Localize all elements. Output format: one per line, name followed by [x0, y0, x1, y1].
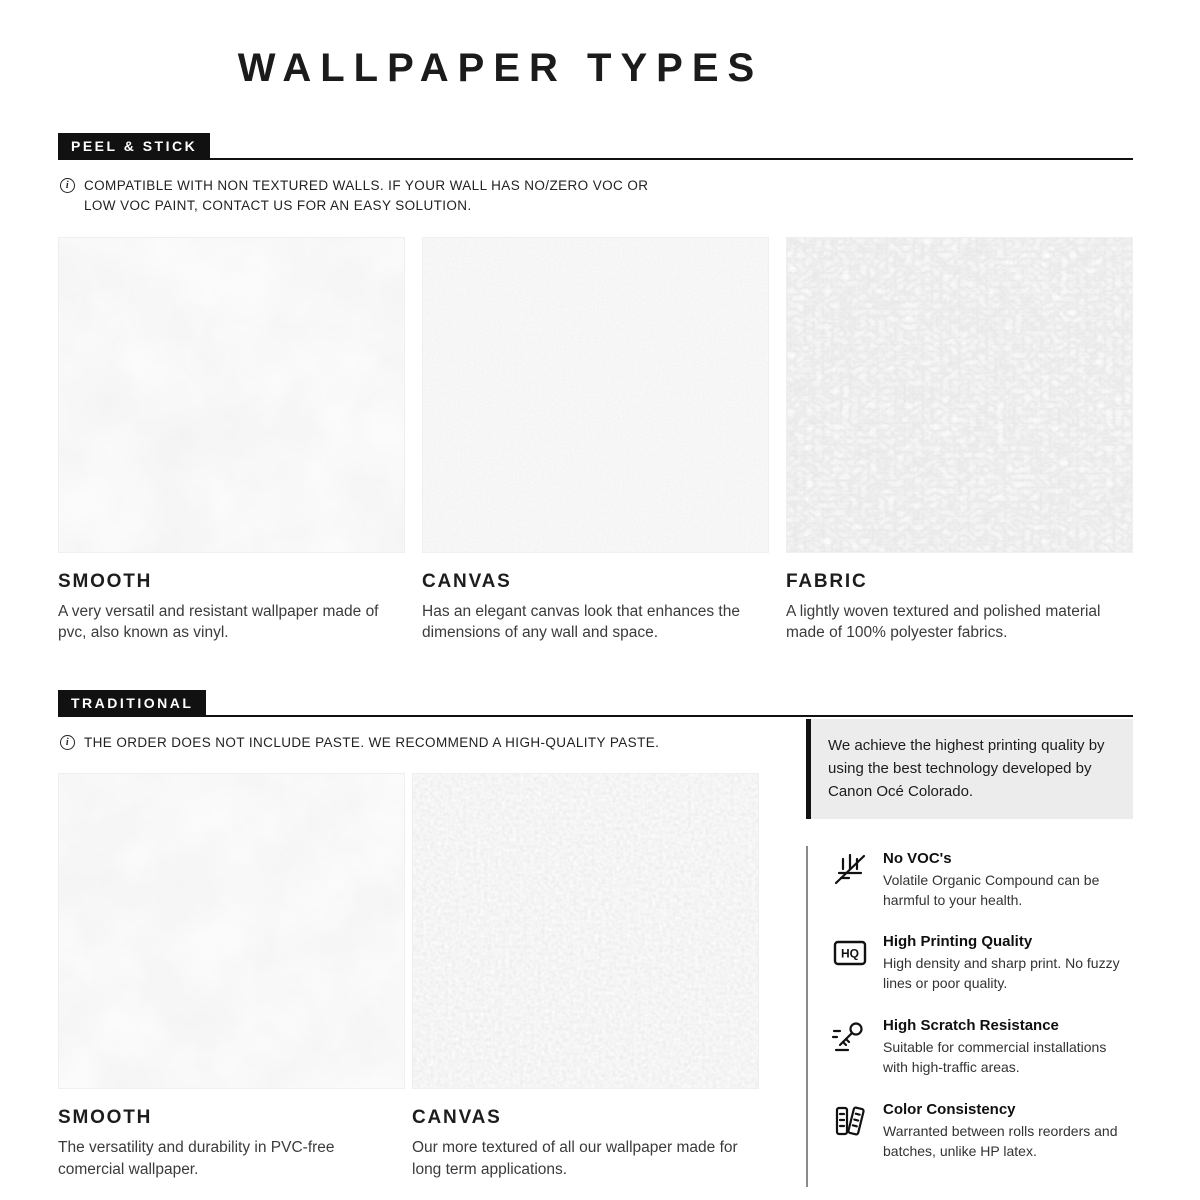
swatch-description: A very versatil and resistant wallpaper made of pvc, also known as vinyl. — [58, 602, 379, 642]
info-icon: i — [60, 178, 75, 193]
swatch-description: Has an elegant canvas look that enhances the dimensions of any wall and space. — [422, 602, 740, 642]
feature-description: Volatile Organic Compound can be harmful to your health. — [883, 871, 1100, 908]
feature-scratch-resistance — [830, 1017, 1133, 1078]
hq-glyph: HQ — [841, 946, 859, 961]
feature-no-voc — [830, 850, 1133, 911]
feature-title: Color Consistency — [883, 1100, 1016, 1118]
swatch-description: The versatility and durability in PVC-free comercial wallpaper. — [58, 1139, 335, 1178]
section-rule-traditional — [58, 690, 1133, 717]
peel-stick-swatch-row — [58, 237, 1133, 644]
canvas-texture-image — [422, 237, 769, 553]
section-rule-peel-stick — [58, 133, 1133, 160]
feature-description: Suitable for commercial installations with high-traffic areas. — [883, 1039, 1107, 1075]
feature-list — [806, 846, 1133, 1187]
color-consistency-icon — [830, 1101, 870, 1141]
note-text: COMPATIBLE WITH NON TEXTURED WALLS. IF YOUR WALL HAS NO/ZERO VOC OR LOW VOC PAINT, CONTACT US FOR AN EASY SOLUTION. — [84, 178, 649, 214]
section-label-traditional: TRADITIONAL — [58, 690, 206, 715]
feature-description: High density and sharp print. No fuzzy lines or poor quality. — [883, 955, 1120, 992]
swatch-name: SMOOTH — [58, 570, 153, 592]
fabric-texture-image — [786, 237, 1133, 553]
fabric-texture — [787, 238, 1132, 552]
swatch-name: FABRIC — [786, 570, 868, 592]
smooth-texture — [59, 774, 404, 1088]
feature-title: High Printing Quality — [883, 933, 1033, 951]
swatch-fabric — [786, 237, 1133, 644]
swatch-name: CANVAS — [422, 570, 512, 592]
swatch-name: SMOOTH — [58, 1107, 153, 1129]
smooth-texture-image — [58, 237, 405, 553]
traditional-note — [60, 733, 759, 753]
swatch-canvas — [412, 773, 759, 1180]
swatch-canvas — [422, 237, 769, 644]
swatch-description: Our more textured of all our wallpaper made for long term applications. — [412, 1139, 738, 1178]
swatch-description: A lightly woven textured and polished material made of 100% polyester fabrics. — [786, 602, 1101, 642]
feature-title: High Scratch Resistance — [883, 1017, 1059, 1035]
smooth-texture-image — [58, 773, 405, 1089]
section-label-peel-stick: PEEL & STICK — [58, 133, 210, 158]
note-text: THE ORDER DOES NOT INCLUDE PASTE. WE RECOMMEND A HIGH-QUALITY PASTE. — [84, 734, 660, 750]
no-voc-icon — [830, 850, 870, 890]
peel-stick-note — [60, 176, 1133, 217]
feature-high-printing-quality — [830, 933, 1133, 994]
rough-canvas-texture-image — [412, 773, 759, 1089]
swatch-smooth — [58, 773, 405, 1180]
traditional-swatch-row — [58, 773, 759, 1180]
feature-description: Warranted between rolls reorders and batches, unlike HP latex. — [883, 1122, 1118, 1159]
scratch-resistance-icon — [830, 1017, 870, 1057]
info-icon: i — [60, 735, 75, 750]
feature-title: No VOC's — [883, 849, 952, 867]
high-printing-quality-icon — [830, 933, 870, 973]
printing-quality-callout: We achieve the highest printing quality by using the best technology developed by Canon Océ Colorado. — [806, 719, 1133, 819]
smooth-texture — [59, 238, 404, 552]
swatch-smooth — [58, 237, 405, 644]
swatch-name: CANVAS — [412, 1107, 502, 1129]
feature-color-consistency — [830, 1101, 1133, 1162]
rough-canvas-texture — [413, 774, 758, 1088]
canvas-texture — [423, 238, 768, 552]
page-title: WALLPAPER TYPES — [237, 46, 764, 90]
